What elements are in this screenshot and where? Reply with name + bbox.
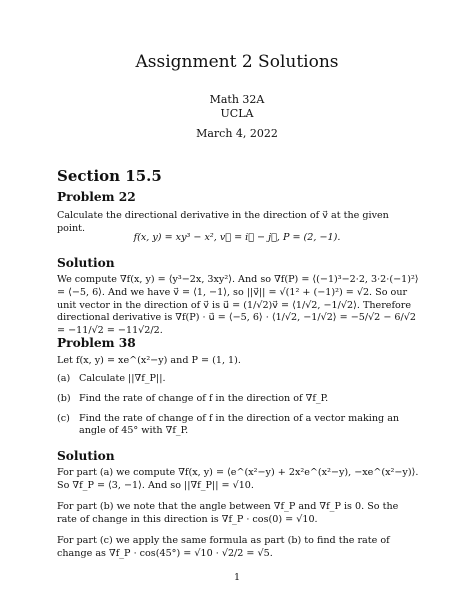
school-name: UCLA	[220, 107, 254, 120]
part-b	[57, 393, 419, 406]
course-name: Math 32A	[209, 93, 265, 106]
problem-38-solution-a: For part (a) we compute ∇f(x, y) = ⟨e^(x²−y) + 2x²e^(x²−y), −xe^(x²−y)⟩. So ∇f_P = ⟨3, −1⟩. And so ||∇f_P|| = √10.	[57, 467, 419, 491]
part-c-label: (c)	[57, 412, 70, 424]
problem-38-heading: Problem 38	[57, 336, 136, 350]
problem-38-solution-c: For part (c) we apply the same formula as part (b) to find the rate of change as ∇f_P · cos(45°) = √10 · √2/2 = √5.	[57, 535, 390, 559]
problem-22-display-equation: f(x, y) = xy³ − x², v⃗ = i⃗ − j⃗, P = (2, −1).	[133, 232, 341, 243]
part-a-text: Calculate ||∇f_P||.	[79, 373, 166, 384]
part-c-text: Find the rate of change of f in the direction of a vector making an angle of 45° with ∇f_P.	[79, 412, 400, 437]
part-b-text: Find the rate of change of f in the direction of ∇f_P.	[79, 392, 329, 404]
section-heading: Section 15.5	[57, 167, 162, 185]
problem-22-solution-heading: Solution	[57, 256, 115, 270]
problem-22-statement: Calculate the directional derivative in the direction of v⃗ at the given point.	[57, 210, 389, 234]
part-a-label: (a)	[57, 373, 71, 384]
part-b-label: (b)	[57, 392, 71, 404]
problem-38-statement: Let f(x, y) = xe^(x²−y) and P = (1, 1).	[57, 355, 241, 366]
part-c	[57, 413, 419, 439]
document-date: March 4, 2022	[196, 127, 278, 140]
problem-38-solution-heading: Solution	[57, 449, 115, 463]
problem-38-parts	[57, 373, 419, 445]
part-a	[57, 373, 419, 386]
page-number: 1	[233, 572, 241, 583]
problem-22-solution-text: We compute ∇f(x, y) = ⟨y³−2x, 3xy²⟩. And so ∇f(P) = ⟨(−1)³−2·2, 3·2·(−1)²⟩ = ⟨−5, 6⟩. And we have v⃗ = ⟨1, −1⟩, so ||v⃗|| = √(1² + (−1)²) = √2. So our unit vector in the direction of v⃗ is u⃗ = (1/√2)v⃗ = ⟨1/√2, −1/√2⟩. Therefore directional derivative is ∇f(P) · u⃗ = ⟨−5, 6⟩ · ⟨1/√2, −1/√2⟩ = −5/√2 − 6/√2 = −11/√2 = −11√2/2.	[57, 274, 419, 337]
document-title: Assignment 2 Solutions	[135, 52, 339, 72]
problem-38-solution-b: For part (b) we note that the angle between ∇f_P and ∇f_P is 0. So the rate of change in this direction is ∇f_P · cos(0) = √10.	[57, 501, 399, 525]
problem-22-heading: Problem 22	[57, 190, 136, 204]
